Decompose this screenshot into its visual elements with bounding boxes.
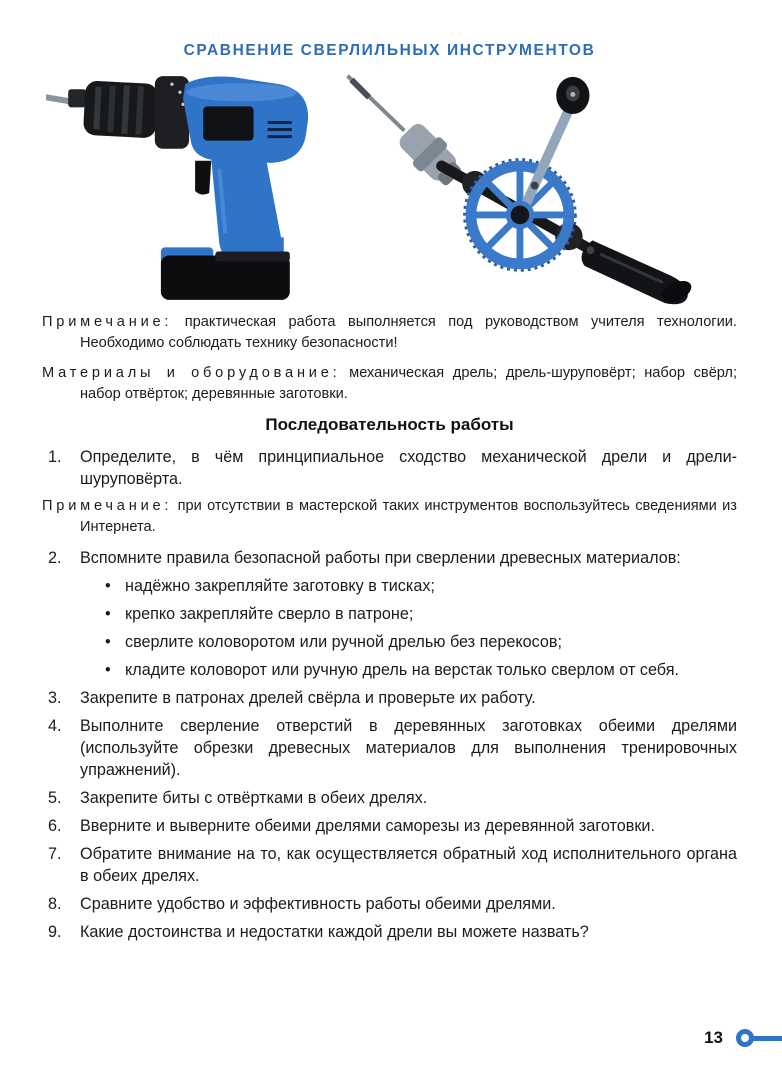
step-number: 9. [48, 923, 62, 941]
bullet-marker: • [105, 633, 111, 651]
note-internet [42, 496, 737, 537]
footer-ring-icon [736, 1029, 754, 1047]
step-text: Обратите внимание на то, как осуществляется обратный ход исполнительного органа в обеих дрелях. [80, 845, 737, 885]
step-5 [42, 787, 737, 809]
page-title: СРАВНЕНИЕ СВЕРЛИЛЬНЫХ ИНСТРУМЕНТОВ [183, 42, 596, 59]
bullet-item-1 [100, 575, 737, 597]
note-label: Примечание: [42, 498, 173, 514]
step-number: 5. [48, 789, 62, 807]
bullet-marker: • [105, 605, 111, 623]
step-number: 4. [48, 717, 62, 735]
electric-drill-image [42, 72, 314, 304]
step-2 [42, 547, 737, 569]
step-text: Вспомните правила безопасной работы при сверлении древесных материалов: [80, 549, 681, 567]
step-3 [42, 687, 737, 709]
step-number: 1. [48, 448, 62, 466]
step-number: 8. [48, 895, 62, 913]
step-text: Закрепите биты с отвёртками в обеих дрелях. [80, 789, 428, 807]
step-number: 3. [48, 689, 62, 707]
materials-text: механическая дрель; дрель-шуруповёрт; набор свёрл; набор отвёрток; деревянные заготовки. [80, 365, 737, 402]
step-text: Закрепите в патронах дрелей свёрла и проверьте их работу. [80, 689, 536, 707]
footer-rule [752, 1036, 782, 1041]
note-text: практическая работа выполняется под руководством учителя технологии. Необходимо соблюдать технику безопасности! [80, 314, 737, 351]
step-1 [42, 446, 737, 490]
page-footer [704, 1026, 782, 1050]
bullet-item-3 [100, 631, 737, 653]
step-4 [42, 715, 737, 781]
bullet-text: крепко закрепляйте сверло в патроне; [125, 605, 414, 623]
step-text: Определите, в чём принципиальное сходство механической дрели и дрели-шуруповёрта. [80, 448, 737, 488]
step-text: Выполните сверление отверстий в деревянных заготовках обеими дрелями (используйте обрезки древесных материалов для выполнения тренировочных упражнений). [80, 717, 737, 779]
note-safety [42, 312, 737, 353]
figures-row [42, 72, 737, 306]
page-number: 13 [704, 1028, 723, 1047]
step-text: Сравните удобство и эффективность работы обеими дрелями. [80, 895, 556, 913]
section-heading: Последовательность работы [265, 415, 514, 434]
step-9 [42, 921, 737, 943]
step-number: 6. [48, 817, 62, 835]
materials-label: Материалы и оборудование: [42, 365, 341, 381]
step-number: 7. [48, 845, 62, 863]
bullet-text: кладите коловорот или ручную дрель на верстак только сверлом от себя. [125, 661, 679, 679]
step-7 [42, 843, 737, 887]
step-6 [42, 815, 737, 837]
bullet-marker: • [105, 577, 111, 595]
step-text: Какие достоинства и недостатки каждой дрели вы можете назвать? [80, 923, 589, 941]
step-text: Вверните и выверните обеими дрелями саморезы из деревянной заготовки. [80, 817, 655, 835]
note-label: Примечание: [42, 314, 173, 330]
step-8 [42, 893, 737, 915]
bullet-text: надёжно закрепляйте заготовку в тисках; [125, 577, 435, 595]
bullet-marker: • [105, 661, 111, 679]
materials-paragraph [42, 363, 737, 404]
note-text: при отсутствии в мастерской таких инструментов воспользуйтесь сведениями из Интернета. [80, 498, 737, 535]
bullet-text: сверлите коловоротом или ручной дрелью без перекосов; [125, 633, 563, 651]
bullet-item-2 [100, 603, 737, 625]
step-number: 2. [48, 549, 62, 567]
bullet-item-4 [100, 659, 737, 681]
hand-drill-image [318, 68, 716, 308]
